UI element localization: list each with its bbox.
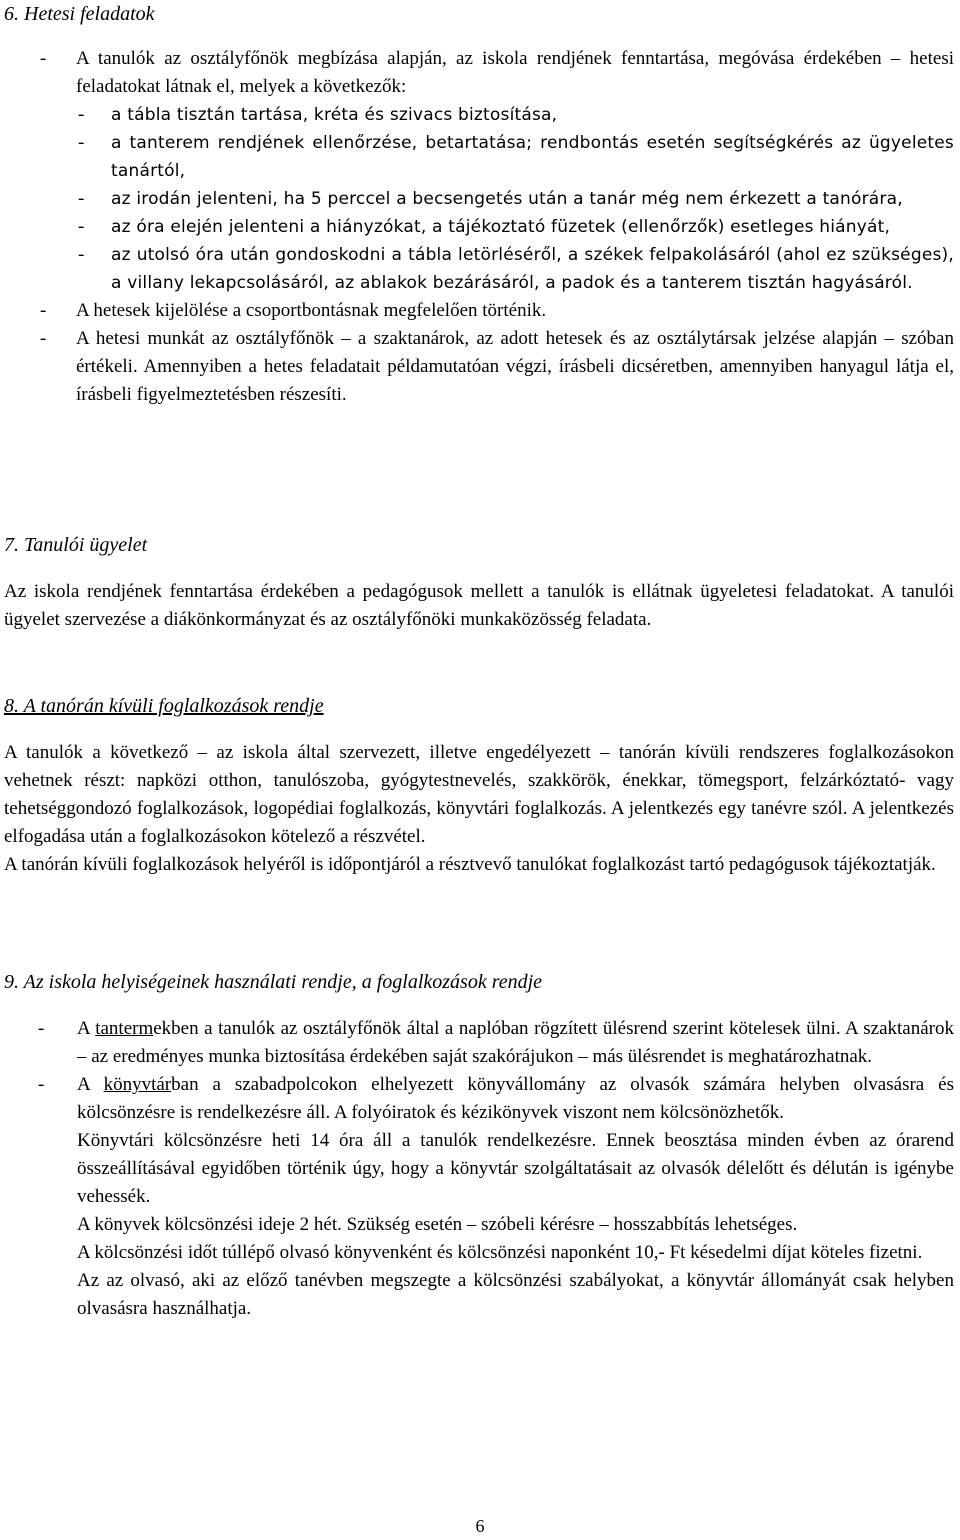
section-9-paragraph-2: A könyvek kölcsönzési ideje 2 hét. Szükség esetén – szóbeli kérésre – hosszabbítás lehetséges. xyxy=(77,1214,798,1235)
section-8-body xyxy=(4,739,954,879)
section-6-heading: 6. Hetesi feladatok xyxy=(4,3,155,25)
section-7-body xyxy=(4,578,954,634)
section-6-item-2: - A hetesi munkát az osztályfőnök – a szaktanárok, az adott hetesek és az osztálytársak jelzése alapján – szóban értékeli. Amennyiben a hetes feladatait példamutatóan végzi, írásbeli dicséretben, amennyiben hanyagul látja el, írásbeli figyelmeztetésben részesíti. xyxy=(40,328,954,405)
section-7-heading: 7. Tanulói ügyelet xyxy=(4,534,148,556)
section-9-paragraph-1: Könyvtári kölcsönzésre heti 14 óra áll a tanulók rendelkezésre. Ennek beosztása minden évben az órarend összeállításával egyidőben történik úgy, hogy a könyvtár szolgáltatásait az olvasók délelőtt és délután is igénybe vehessék. xyxy=(77,1130,954,1207)
section-6-intro: - A tanulók az osztályfőnök megbízása alapján, az iskola rendjének fenntartása, megóvása érdekében – hetesi feladatokat látnak el, melyek a következők: xyxy=(40,48,954,97)
hetes-task-2: - a tanterem rendjének ellenőrzése, betartatása; rendbontás esetén segítségkérés az ügyeletes tanártól, xyxy=(78,132,954,181)
section-9-item-library: - A könyvtárban a szabadpolcokon elhelyezett könyvállomány az olvasók számára helyben olvasásra és kölcsönzésre is rendelkezésre áll. A folyóiratok és kézikönyvek viszont nem kölcsönözhetők. xyxy=(38,1074,954,1123)
section-8-paragraph-1: A tanulók a következő – az iskola által szervezett, illetve engedélyezett – tanórán kívüli rendszeres foglalkozásokon vehetnek részt: napközi otthon, tanulószoba, gyógytestnevelés, szakkörök, énekkar, tömegsport, felzárkóztató- vagy tehetséggondozó foglalkozások, logopédiai foglalkozás, könyvtári foglalkozás. A jelentkezés egy tanévre szól. A jelentkezés elfogadása után a foglalkozásokon kötelező a részvétel. xyxy=(4,742,954,847)
hetes-task-5: - az utolsó óra után gondoskodni a tábla letörléséről, a székek felpakolásáról (ahol ez szükséges), a villany lekapcsolásáról, az ablakok bezárásáról, a padok és a tanterem tisztán hagyásáról. xyxy=(78,244,954,293)
section-9-paragraph-3: A kölcsönzési időt túllépő olvasó könyvenként és kölcsönzési naponként 10,- Ft késedelmi díjat köteles fizetni. xyxy=(77,1242,923,1263)
section-9-body xyxy=(4,1015,954,1323)
section-9-item-classroom: - A tantermekben a tanulók az osztályfőnök által a naplóban rögzített ülésrend szerint kötelesek ülni. A szaktanárok – az eredményes munka biztosítása érdekében saját szakórájukon – más ülésrendet is meghatározhatnak. xyxy=(38,1018,954,1067)
link-tanterm[interactable]: tanterm xyxy=(95,1018,154,1039)
hetes-task-1: - a tábla tisztán tartása, kréta és szivacs biztosítása, xyxy=(78,104,558,125)
section-9-heading: 9. Az iskola helyiségeinek használati rendje, a foglalkozások rendje xyxy=(4,971,543,993)
section-6-item-1: - A hetesek kijelölése a csoportbontásnak megfelelően történik. xyxy=(40,300,547,321)
section-8-paragraph-2: A tanórán kívüli foglalkozások helyéről is időpontjáról a résztvevő tanulókat foglalkozást tartó pedagógusok tájékoztatják. xyxy=(4,854,936,875)
link-konyvtar[interactable]: könyvtár xyxy=(103,1074,172,1095)
section-9-paragraph-4: Az az olvasó, aki az előző tanévben megszegte a kölcsönzési szabályokat, a könyvtár állományát csak helyben olvasásra használhatja. xyxy=(77,1270,954,1319)
section-6-body xyxy=(4,45,954,409)
hetes-task-4: - az óra elején jelenteni a hiányzókat, a tájékoztató füzetek (ellenőrzők) esetleges hiányát, xyxy=(78,216,891,237)
section-7-text: Az iskola rendjének fenntartása érdekében a pedagógusok mellett a tanulók is ellátnak ügyeletesi feladatokat. A tanulói ügyelet szervezése a diákönkormányzat és az osztályfőnöki munkaközösség feladata. xyxy=(4,581,954,630)
page-number: 6 xyxy=(475,1516,485,1536)
section-8-heading: 8. A tanórán kívüli foglalkozások rendje xyxy=(4,695,324,717)
hetes-task-3: - az irodán jelenteni, ha 5 perccel a becsengetés után a tanár még nem érkezett a tanórára, xyxy=(78,188,903,209)
